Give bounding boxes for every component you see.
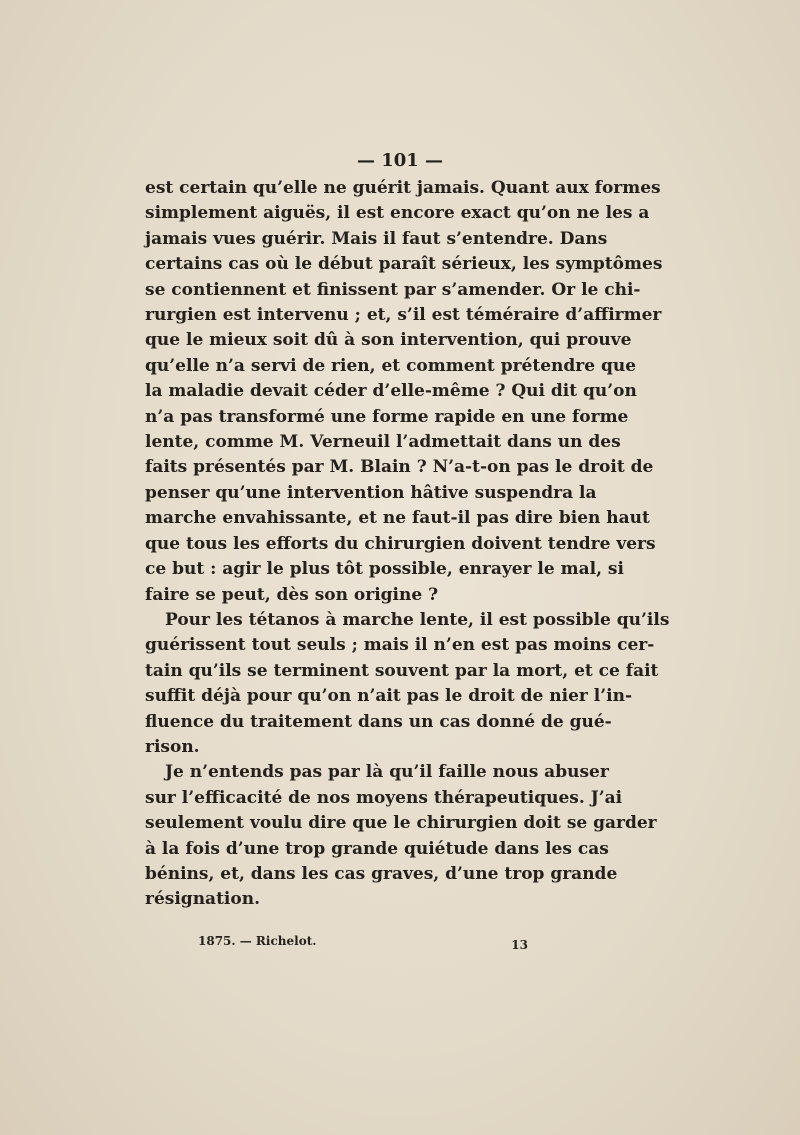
text-line: sur l’efficacité de nos moyens thérapeutiques. J’ai bbox=[145, 787, 623, 808]
signature-text: 1875. — Richelot. bbox=[198, 934, 317, 948]
text-line: faire se peut, dès son origine ? bbox=[145, 584, 439, 605]
page-number: — 101 — bbox=[356, 150, 444, 171]
text-line: que le mieux soit dû à son intervention, qui prouve bbox=[145, 330, 632, 351]
text-line: à la fois d’une trop grande quiétude dans les cas bbox=[145, 838, 609, 859]
text-line: la maladie devait céder d’elle-même ? Qui dit qu’on bbox=[145, 381, 637, 402]
text-line: bénins, et, dans les cas graves, d’une trop grande bbox=[145, 863, 618, 884]
text-line: lente, comme M. Verneuil l’admettait dans un des bbox=[145, 432, 621, 453]
text-line: Pour les tétanos à marche lente, il est possible qu’ils bbox=[165, 609, 670, 630]
text-line: marche envahissante, et ne faut-il pas dire bien haut bbox=[145, 508, 650, 529]
text-line: ce but : agir le plus tôt possible, enrayer le mal, si bbox=[145, 559, 624, 580]
text-line: guérissent tout seuls ; mais il n’en est pas moins cer- bbox=[145, 635, 655, 656]
text-line: rurgien est intervenu ; et, s’il est téméraire d’affirmer bbox=[145, 305, 662, 326]
text-line: Je n’entends pas par là qu’il faille nous abuser bbox=[165, 762, 609, 783]
text-line: tain qu’ils se terminent souvent par la mort, et ce fait bbox=[145, 660, 659, 681]
text-line: est certain qu’elle ne guérit jamais. Quant aux formes bbox=[145, 178, 661, 198]
text-line: résignation. bbox=[145, 889, 260, 910]
text-line: se contiennent et finissent par s’amender. Or le chi- bbox=[145, 279, 641, 300]
text-line: simplement aiguës, il est encore exact qu’on ne les a bbox=[145, 203, 650, 224]
text-line: seulement voulu dire que le chirurgien doit se garder bbox=[145, 813, 657, 834]
text-line: faits présentés par M. Blain ? N’a-t-on pas le droit de bbox=[145, 457, 654, 478]
text-line: suffit déjà pour qu’on n’ait pas le droit de nier l’in- bbox=[145, 686, 633, 707]
text-line: que tous les efforts du chirurgien doivent tendre vers bbox=[145, 533, 656, 554]
text-line: fluence du traitement dans un cas donné de gué- bbox=[145, 711, 612, 732]
text-line: penser qu’une intervention hâtive suspendra la bbox=[145, 482, 597, 503]
text-line: jamais vues guérir. Mais il faut s’entendre. Dans bbox=[145, 228, 608, 249]
text-line: qu’elle n’a servi de rien, et comment prétendre que bbox=[145, 355, 637, 376]
text-line: certains cas où le début paraît sérieux, les symptômes bbox=[145, 254, 663, 275]
text-line: n’a pas transformé une forme rapide en une forme bbox=[145, 406, 629, 427]
body-text bbox=[145, 176, 670, 913]
signature-number: 13 bbox=[511, 938, 528, 952]
text-line: rison. bbox=[145, 736, 200, 757]
